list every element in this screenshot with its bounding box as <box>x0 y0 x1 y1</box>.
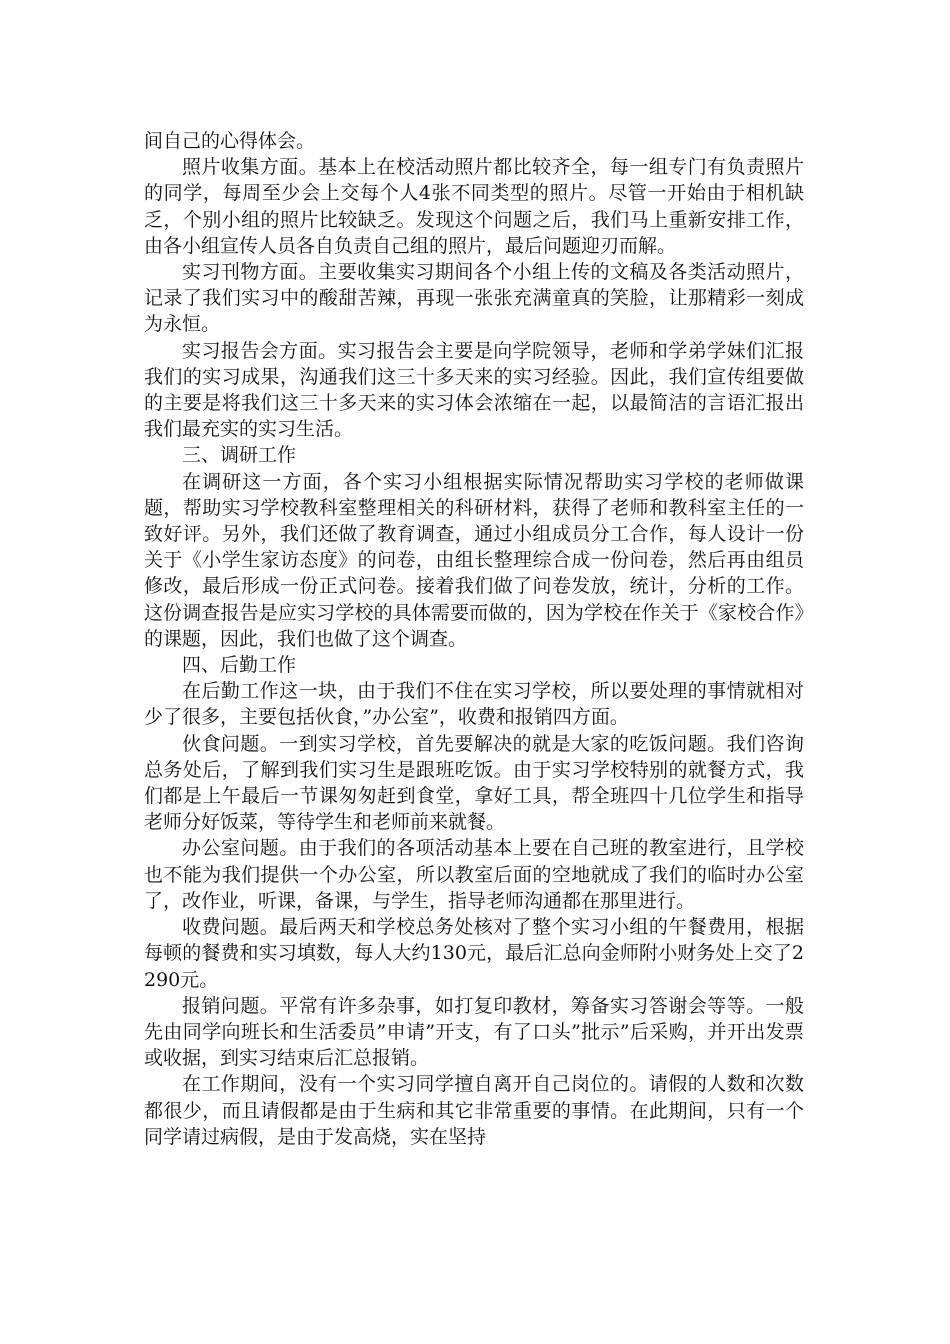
paragraph-internship-publication: 实习刊物方面。主要收集实习期间各个小组上传的文稿及各类活动照片，记录了我们实习中的酸甜苦辣，再现一张张充满童真的笑脸，让那精彩一刻成为永恒。 <box>144 261 804 336</box>
paragraph-meals: 伙食问题。一到实习学校，首先要解决的就是大家的吃饭问题。我们咨询总务处后，了解到我们实习生是跟班吃饭。由于实习学校特别的就餐方式，我们都是上午最后一节课匆匆赶到食堂，拿好工具，帮全班四十几位学生和指导老师分好饭菜，等待学生和老师前来就餐。 <box>144 732 804 834</box>
paragraph-research: 在调研这一方面，各个实习小组根据实际情况帮助实习学校的老师做课题，帮助实习学校教科室整理相关的科研材料，获得了老师和教科室主任的一致好评。另外，我们还做了教育调查，通过小组成员分工合作，每人设计一份关于《小学生家访态度》的问卷，由组长整理综合成一份问卷，然后再由组员修改，最后形成一份正式问卷。接着我们做了问卷发放，统计，分析的工作。这份调查报告是应实习学校的具体需要而做的，因为学校在作关于《家校合作》的课题，因此，我们也做了这个调查。 <box>144 470 804 650</box>
paragraph-report-meeting: 实习报告会方面。实习报告会主要是向学院领导，老师和学弟学妹们汇报我们的实习成果，沟通我们这三十多天来的实习经验。因此，我们宣传组要做的主要是将我们这三十多天来的实习体会浓缩在一起，以最简洁的言语汇报出我们最充实的实习生活。 <box>144 339 804 441</box>
section-heading-logistics: 四、后勤工作 <box>182 654 297 677</box>
paragraph-continuation: 间自己的心得体会。 <box>144 130 316 152</box>
paragraph-photo-collection: 照片收集方面。基本上在校活动照片都比较齐全，每一组专门有负责照片的同学，每周至少会上交每个人4张不同类型的照片。尽管一开始由于相机缺乏，个别小组的照片比较缺乏。发现这个问题之后，我们马上重新安排工作，由各小组宣传人员各自负责自己组的照片，最后问题迎刃而解。 <box>144 156 804 257</box>
paragraph-logistics-intro: 在后勤工作这一块，由于我们不住在实习学校，所以要处理的事情就相对少了很多，主要包括伙食，”办公室”，收费和报销四方面。 <box>144 680 804 729</box>
document-body <box>144 128 804 1150</box>
paragraph-reimbursement: 报销问题。平常有许多杂事，如打复印教材，筹备实习答谢会等等。一般先由同学向班长和生活委员”申请”开支，有了口头”批示”后采购，并开出发票或收据，到实习结束后汇总报销。 <box>144 994 804 1070</box>
paragraph-attendance: 在工作期间，没有一个实习同学擅自离开自己岗位的。请假的人数和次数都很少，而且请假都是由于生病和其它非常重要的事情。在此期间，只有一个同学请过病假，是由于发高烧，实在坚持 <box>144 1073 804 1148</box>
paragraph-fees: 收费问题。最后两天和学校总务处核对了整个实习小组的午餐费用，根据每顿的餐费和实习填数，每人大约130元，最后汇总向金师附小财务处上交了2290元。 <box>144 916 804 991</box>
section-heading-research: 三、调研工作 <box>182 444 297 467</box>
paragraph-office: 办公室问题。由于我们的各项活动基本上要在自己班的教室进行，且学校也不能为我们提供一个办公室，所以教室后面的空地就成了我们的临时办公室了，改作业，听课，备课，与学生，指导老师沟通都在那里进行。 <box>144 837 804 912</box>
